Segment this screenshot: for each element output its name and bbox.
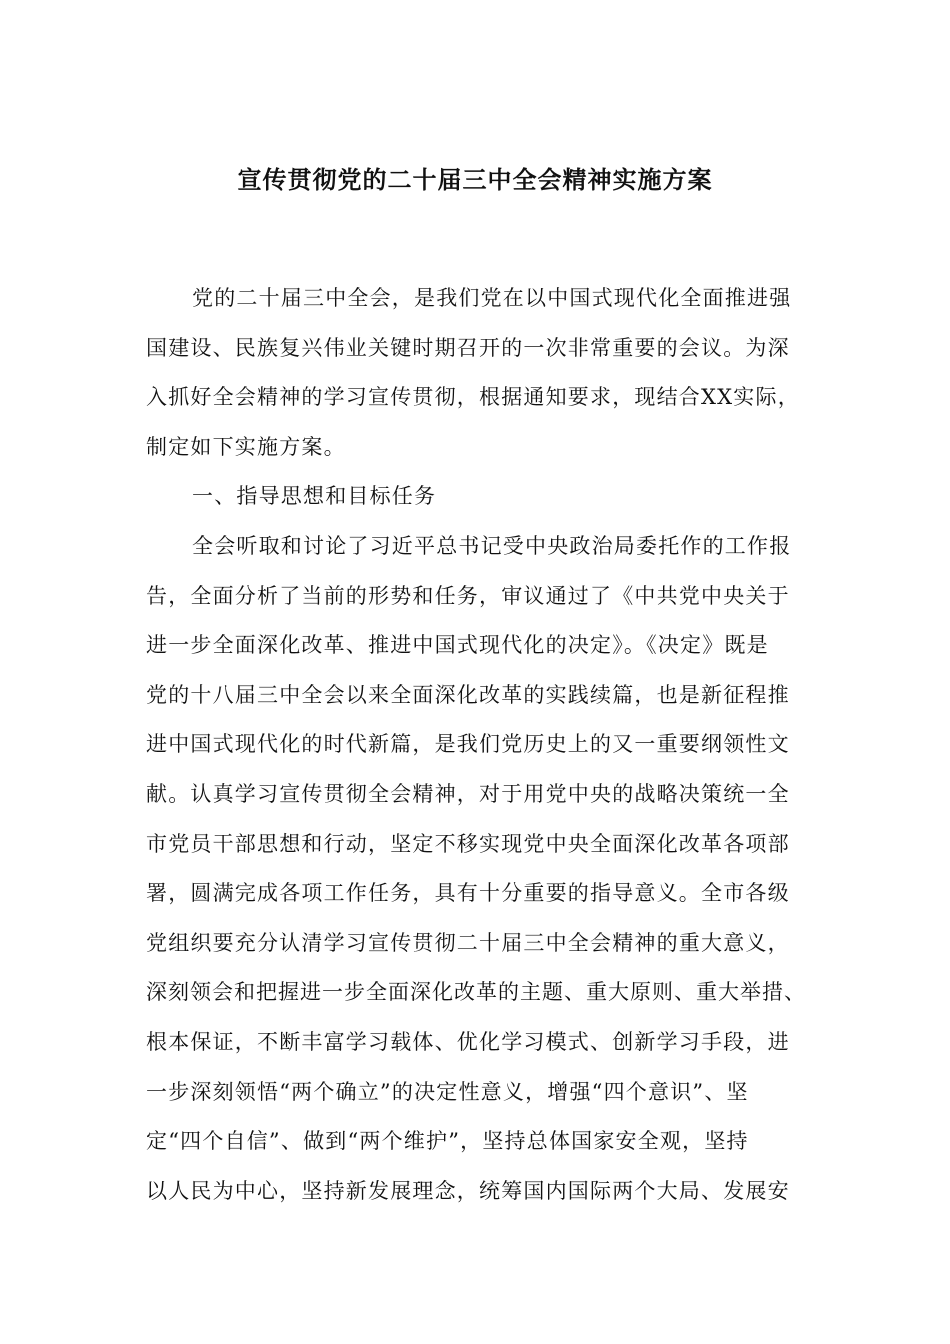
text-line: 党的二十届三中全会，是我们党在以中国式现代化全面推进强 <box>192 286 792 310</box>
text-line: 告，全面分析了当前的形势和任务，审议通过了《中共党中央关于 <box>146 583 790 608</box>
text-line: 一、指导思想和目标任务 <box>192 484 437 509</box>
text-line: 进中国式现代化的时代新篇，是我们党历史上的又一重要纲领性文 <box>146 732 790 757</box>
page-title: 宣传贯彻党的二十届三中全会精神实施方案 <box>237 166 713 194</box>
document-body <box>146 274 808 1216</box>
text-line: 进一步全面深化改革、推进中国式现代化的决定》。《决定》既是 <box>146 633 769 658</box>
text-line: 党的十八届三中全会以来全面深化改革的实践续篇，也是新征程推 <box>146 682 790 707</box>
text-line: 制定如下实施方案。 <box>146 434 346 459</box>
text-line: 市党员干部思想和行动，坚定不移实现党中央全面深化改革各项部 <box>146 831 790 856</box>
text-line: 党组织要充分认清学习宣传贯彻二十届三中全会精神的重大意义， <box>146 930 790 955</box>
text-line: 署，圆满完成各项工作任务，具有十分重要的指导意义。全市各级 <box>146 881 790 906</box>
text-line: 深刻领会和把握进一步全面深化改革的主题、重大原则、重大举措、 <box>146 980 806 1005</box>
text-line: 以人民为中心，坚持新发展理念，统筹国内国际两个大局、发展安 <box>146 1178 790 1203</box>
text-line: 国建设、民族复兴伟业关键时期召开的一次非常重要的会议。为深 <box>146 335 790 360</box>
text-line: 献。认真学习宣传贯彻全会精神，对于用党中央的战略决策统一全 <box>146 781 790 806</box>
text-line: 一步深刻领悟“两个确立”的决定性意义，增强“四个意识”、坚 <box>146 1079 749 1104</box>
text-line: 定“四个自信”、做到“两个维护”，坚持总体国家安全观，坚持 <box>146 1129 749 1154</box>
text-line: 全会听取和讨论了习近平总书记受中央政治局委托作的工作报 <box>192 533 792 558</box>
text-line: 根本保证，不断丰富学习载体、优化学习模式、创新学习手段，进 <box>146 1029 790 1054</box>
text-line: 入抓好全会精神的学习宣传贯彻，根据通知要求，现结合XX实际， <box>146 385 800 410</box>
